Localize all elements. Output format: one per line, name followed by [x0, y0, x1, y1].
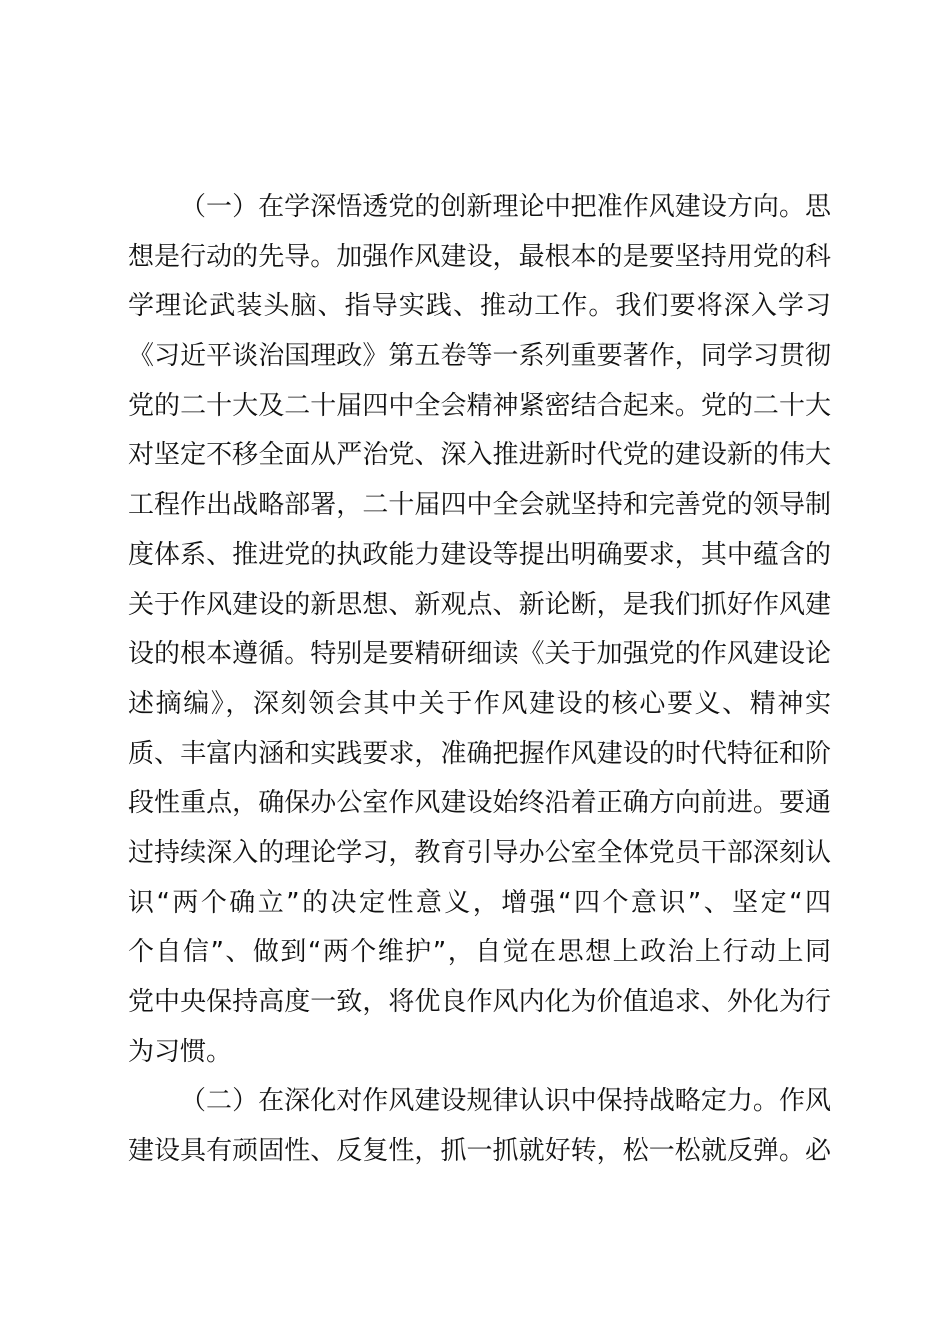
text-line: 段性重点，确保办公室作风建设始终沿着正确方向前进。要通	[128, 788, 831, 819]
text-line: 关于作风建设的新思想、新观点、新论断，是我们抓好作风建	[128, 589, 831, 620]
text-line: 过持续深入的理论学习，教育引导办公室全体党员干部深刻认	[128, 837, 831, 868]
paragraph-2-heading-line: （二）在深化对作风建设规律认识中保持战略定力。作风	[180, 1086, 831, 1117]
text-line: 述摘编》，深刻领会其中关于作风建设的核心要义、精神实	[128, 688, 831, 719]
text-line: 想是行动的先导。加强作风建设，最根本的是要坚持用党的科	[128, 241, 831, 272]
text-line: 建设具有顽固性、反复性，抓一抓就好转，松一松就反弹。必	[128, 1136, 831, 1167]
text-line: 对坚定不移全面从严治党、深入推进新时代党的建设新的伟大	[128, 440, 831, 471]
text-line: 识“两个确立”的决定性意义，增强“四个意识”、坚定“四	[128, 887, 831, 918]
text-line: 个自信”、做到“两个维护”，自觉在思想上政治上行动上同	[128, 937, 831, 968]
text-line: 质、丰富内涵和实践要求，准确把握作风建设的时代特征和阶	[128, 738, 831, 769]
text-line: 学理论武装头脑、指导实践、推动工作。我们要将深入学习	[128, 291, 831, 322]
text-line: 设的根本遵循。特别是要精研细读《关于加强党的作风建设论	[128, 639, 831, 670]
text-line: 党中央保持高度一致，将优良作风内化为价值追求、外化为行	[128, 987, 831, 1017]
text-line: 工程作出战略部署，二十届四中全会就坚持和完善党的领导制	[128, 490, 831, 521]
document-body	[128, 183, 831, 1177]
text-line: 度体系、推进党的执政能力建设等提出明确要求，其中蕴含的	[128, 539, 831, 570]
text-line: 《习近平谈治国理政》第五卷等一系列重要著作，同学习贯彻	[128, 341, 831, 372]
text-line: 党的二十大及二十届四中全会精神紧密结合起来。党的二十大	[128, 390, 831, 421]
paragraph-1-last-line: 为习惯。	[128, 1036, 233, 1067]
paragraph-1-heading-line: （一）在学深悟透党的创新理论中把准作风建设方向。思	[180, 192, 831, 222]
